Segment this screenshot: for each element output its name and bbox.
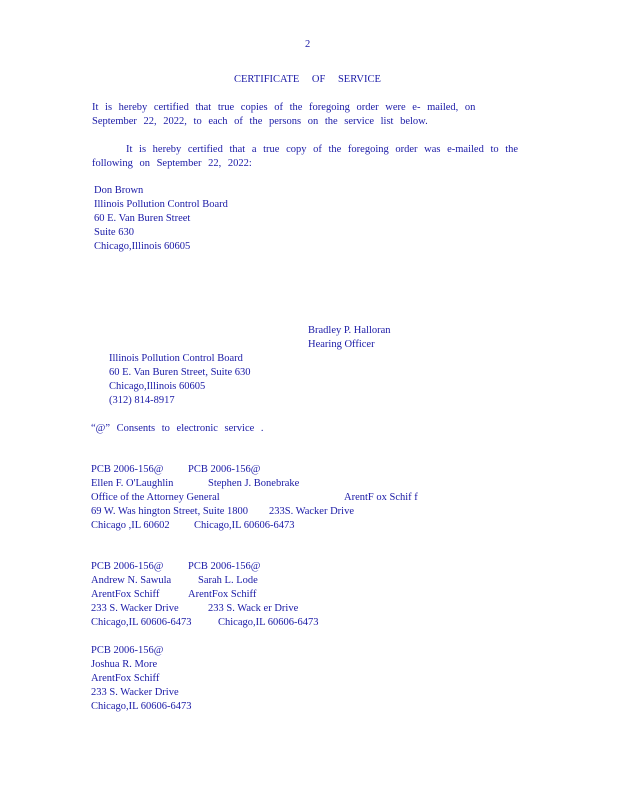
paragraph-line: following on September 22, 2022: — [92, 158, 252, 169]
addressee-street: 60 E. Van Buren Street — [94, 213, 191, 224]
service-line: 233 S. Wacker Drive — [91, 603, 179, 614]
service-line: ArentFox Schiff — [91, 589, 160, 600]
paragraph-copies-mailed — [92, 101, 475, 129]
page-number: 2 — [305, 39, 311, 50]
board-address-block — [109, 352, 251, 408]
service-line: ArentFox Schiff — [188, 589, 257, 600]
service-line: Office of the Attorney General — [91, 492, 220, 503]
service-line: PCB 2006-156@ — [91, 645, 164, 656]
service-entry-left-3 — [91, 644, 192, 714]
board-org: Illinois Pollution Control Board — [109, 353, 243, 364]
addressee-city: Chicago,Illinois 60605 — [94, 241, 191, 252]
addressee-suite: Suite 630 — [94, 227, 134, 238]
signature-title: Hearing Officer — [308, 339, 375, 350]
service-line: ArentF ox Schif f — [344, 492, 418, 503]
service-entry-left-2 — [91, 560, 192, 630]
service-line: Chicago,IL 60606-6473 — [91, 701, 192, 712]
paragraph-line: It is hereby certified that true copies of the foregoing order were e- mailed, on — [92, 102, 476, 113]
service-line: Sarah L. Lode — [198, 575, 258, 586]
service-entry-right-1a — [188, 463, 299, 491]
service-line: Chicago,IL 60606-6473 — [194, 520, 295, 531]
service-line: 233 S. Wack er Drive — [208, 603, 299, 614]
addressee-block — [94, 184, 228, 254]
addressee-org: Illinois Pollution Control Board — [94, 199, 228, 210]
service-line: PCB 2006-156@ — [91, 561, 164, 572]
service-line: Ellen F. O'Laughlin — [91, 478, 174, 489]
paragraph-copy-emailed — [92, 143, 518, 171]
service-line: 69 W. Was hington Street, Suite 1800 — [91, 506, 249, 517]
signature-block — [308, 324, 391, 352]
service-line: PCB 2006-156@ — [91, 464, 164, 475]
service-line: Andrew N. Sawula — [91, 575, 172, 586]
service-line: 233S. Wacker Drive — [269, 506, 354, 517]
service-line: Chicago ,IL 60602 — [91, 520, 170, 531]
service-entry-right-2 — [188, 560, 319, 630]
service-line: PCB 2006-156@ — [188, 561, 261, 572]
service-line: 233 S. Wacker Drive — [91, 687, 179, 698]
service-line: Chicago,IL 60606-6473 — [218, 617, 319, 628]
service-entry-right-1b — [344, 491, 418, 505]
service-line: Stephen J. Bonebrake — [208, 478, 300, 489]
service-line: PCB 2006-156@ — [188, 464, 261, 475]
board-phone: (312) 814-8917 — [109, 395, 175, 406]
service-entry-right-1c — [269, 505, 354, 519]
paragraph-line: September 22, 2022, to each of the persons on the service list below. — [92, 116, 428, 127]
addressee-name: Don Brown — [94, 185, 144, 196]
service-line: ArentFox Schiff — [91, 673, 160, 684]
consent-note: “@” Consents to electronic service . — [91, 423, 264, 434]
service-entry-right-1d — [194, 519, 295, 533]
service-line: Joshua R. More — [91, 659, 158, 670]
paragraph-line: It is hereby certified that a true copy of the foregoing order was e-mailed to the — [126, 144, 519, 155]
signature-name: Bradley P. Halloran — [308, 325, 391, 336]
board-street: 60 E. Van Buren Street, Suite 630 — [109, 367, 251, 378]
page-title: CERTIFICATE OF SERVICE — [234, 74, 381, 85]
board-city: Chicago,Illinois 60605 — [109, 381, 206, 392]
service-line: Chicago,IL 60606-6473 — [91, 617, 192, 628]
